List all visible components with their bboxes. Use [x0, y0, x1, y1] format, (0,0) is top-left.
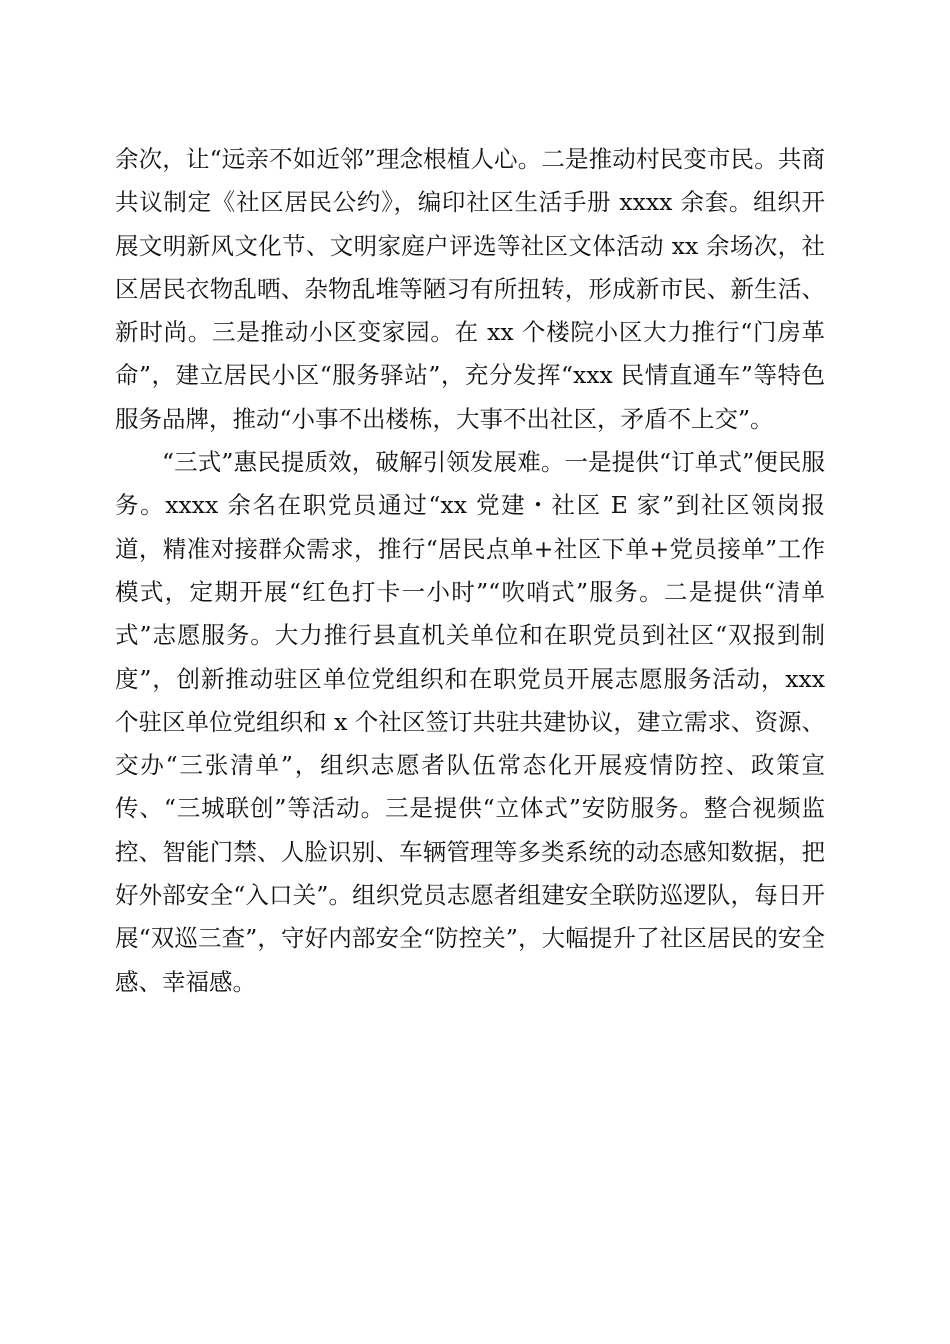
paragraph-continuation: 余次，让“远亲不如近邻”理念根植人心。二是推动村民变市民。共商共议制定《社区居民公约》，编印社区生活手册 xxxx 余套。组织开展文明新风文化节、文明家庭户评选等社区文体活动 xx 余场次，社区居民衣物乱晒、杂物乱堆等陋习有所扭转，形成新市民、新生活、新时尚。三是推动小区变家园。在 xx 个楼院小区大力推行“门房革命”，建立居民小区“服务驿站”，充分发挥“xxx 民情直通车”等特色服务品牌，推动“小事不出楼栋，大事不出社区，矛盾不上交”。	[115, 145, 825, 433]
paragraph-three-styles: “三式”惠民提质效，破解引领发展难。一是提供“订单式”便民服务。xxxx 余名在职党员通过“xx 党建・社区 E 家”到社区领岗报道，精准对接群众需求，推行“居民点单+社区下单+党员接单”工作模式，定期开展“红色打卡一小时”“吹哨式”服务。二是提供“清单式”志愿服务。大力推行县直机关单位和在职党员到社区“双报到制度”，创新推动驻区单位党组织和在职党员开展志愿服务活动，xxx 个驻区单位党组织和 x 个社区签订共驻共建协议，建立需求、资源、交办“三张清单”，组织志愿者队伍常态化开展疫情防控、政策宣传、“三城联创”等活动。三是提供“立体式”安防服务。整合视频监控、智能门禁、人脸识别、车辆管理等多类系统的动态感知数据，把好外部安全“入口关”。组织党员志愿者组建安全联防巡逻队，每日开展“双巡三查”，守好内部安全“防控关”，大幅提升了社区居民的安全感、幸福感。	[115, 448, 825, 996]
document-body	[115, 138, 825, 1004]
